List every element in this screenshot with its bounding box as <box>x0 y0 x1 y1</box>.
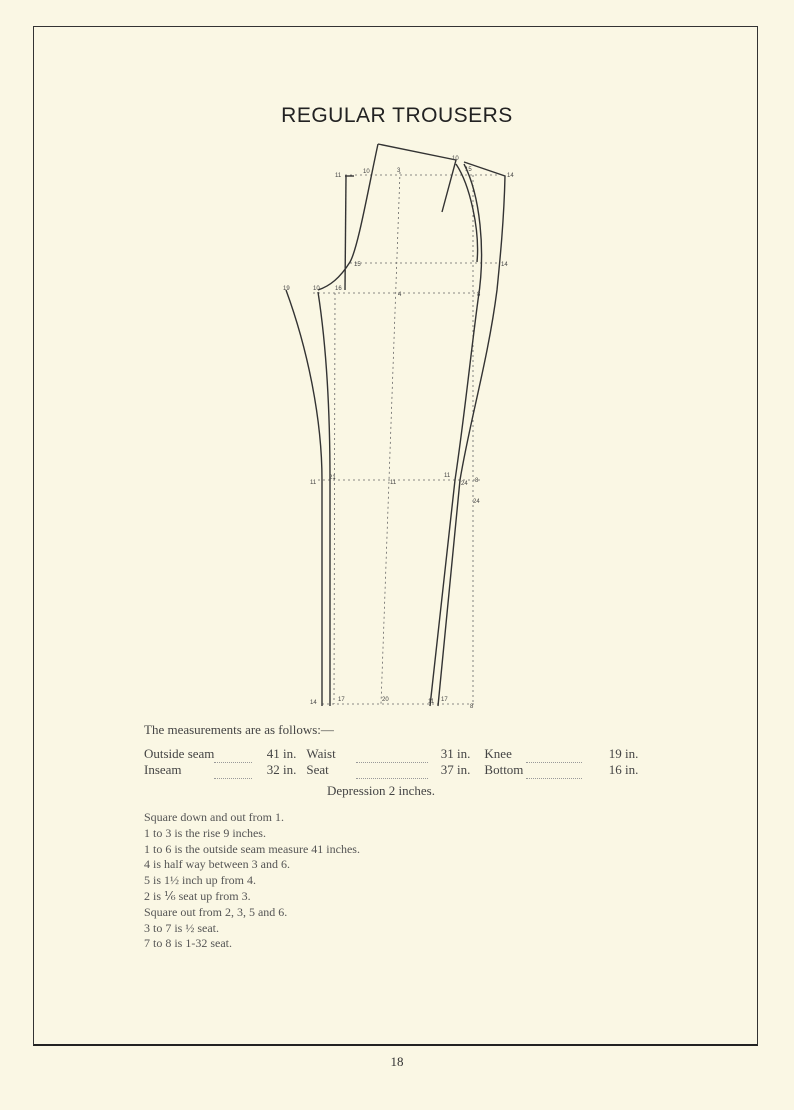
instruction-step: 2 is ⅙ seat up from 3. <box>144 888 251 903</box>
measurement-label: Outside seam <box>144 746 215 761</box>
svg-text:14: 14 <box>310 700 317 706</box>
svg-text:11: 11 <box>335 173 342 179</box>
instruction-step: 1 to 6 is the outside seam measure 41 inches. <box>144 841 360 856</box>
svg-text:10: 10 <box>452 156 459 162</box>
svg-text:10: 10 <box>363 169 370 175</box>
depression-note: Depression 2 inches. <box>327 783 435 798</box>
measurements-row <box>144 762 638 778</box>
measurement-value: 19 in. <box>608 746 639 761</box>
svg-text:4: 4 <box>398 292 402 298</box>
instruction-step: 3 to 7 is ½ seat. <box>144 920 219 935</box>
measurement-value: 31 in. <box>440 746 471 761</box>
measurements-table <box>144 746 638 779</box>
instruction-step: 1 to 3 is the rise 9 inches. <box>144 825 266 840</box>
svg-text:11: 11 <box>444 473 451 479</box>
svg-text:11: 11 <box>310 480 317 486</box>
measurement-label: Knee <box>484 746 512 761</box>
instruction-step: 4 is half way between 3 and 6. <box>144 857 290 872</box>
page-title: REGULAR TROUSERS <box>281 104 513 127</box>
measurement-label: Inseam <box>144 762 182 777</box>
instruction-step: 7 to 8 is 1-32 seat. <box>144 936 232 951</box>
svg-text:8: 8 <box>477 292 481 298</box>
instruction-step: 5 is 1½ inch up from 4. <box>144 873 256 888</box>
measurement-value: 41 in. <box>266 746 297 761</box>
svg-text:16: 16 <box>335 286 342 292</box>
svg-text:21: 21 <box>329 475 336 481</box>
measurement-label: Seat <box>306 762 329 777</box>
measurement-value: 37 in. <box>440 762 471 777</box>
instruction-step: Square out from 2, 3, 5 and 6. <box>144 904 288 919</box>
measurement-value: 16 in. <box>608 762 639 777</box>
svg-text:24: 24 <box>461 481 468 487</box>
svg-text:19: 19 <box>283 286 290 292</box>
svg-text:20: 20 <box>382 697 389 703</box>
measurements-intro: The measurements are as follows:— <box>144 722 334 737</box>
svg-text:11: 11 <box>390 480 397 486</box>
instruction-step: Square down and out from 1. <box>144 810 284 824</box>
svg-text:17: 17 <box>441 697 448 703</box>
measurement-value: 32 in. <box>266 762 297 777</box>
measurements-row <box>144 746 638 762</box>
svg-text:24: 24 <box>473 499 480 505</box>
svg-text:14: 14 <box>501 262 508 268</box>
svg-text:8: 8 <box>470 704 474 710</box>
svg-text:14: 14 <box>507 173 514 179</box>
svg-text:10: 10 <box>313 286 320 292</box>
instruction-steps <box>144 810 360 952</box>
svg-text:11: 11 <box>428 699 435 705</box>
measurement-label: Waist <box>306 746 336 761</box>
svg-text:3: 3 <box>397 168 401 174</box>
page-number: 18 <box>390 1054 404 1069</box>
measurement-label: Bottom <box>484 762 524 777</box>
svg-text:15: 15 <box>465 167 472 173</box>
svg-text:8: 8 <box>475 478 479 484</box>
svg-text:15: 15 <box>354 262 361 268</box>
svg-text:17: 17 <box>338 697 345 703</box>
